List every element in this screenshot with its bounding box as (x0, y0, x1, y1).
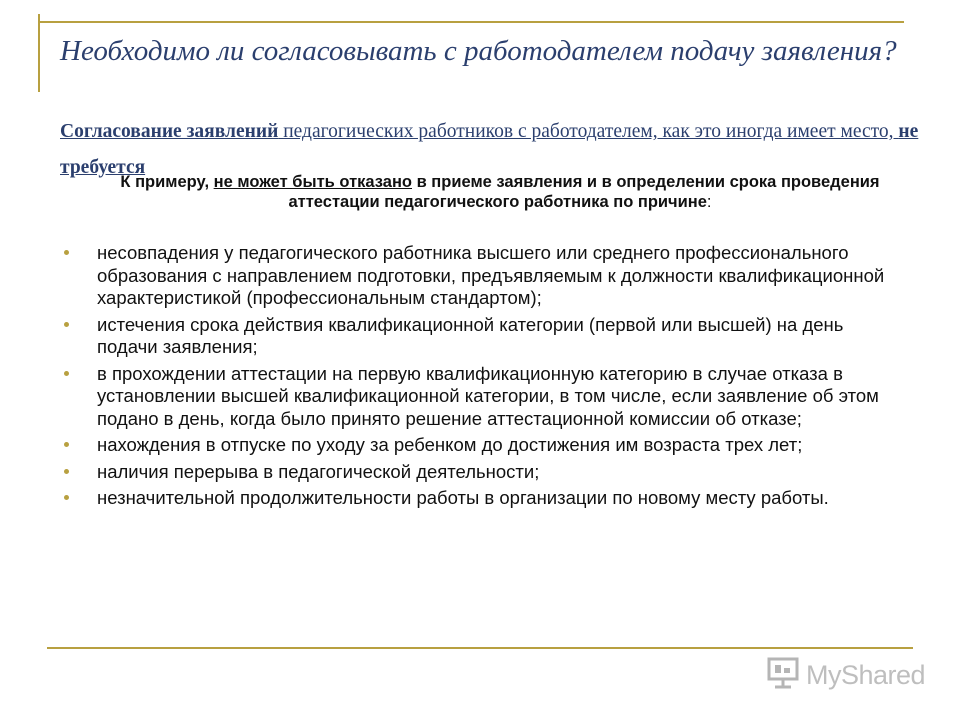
list-item-text: несовпадения у педагогического работника высшего или среднего профессионального образования с направлением подготовки, предъявляемым к должности квалификационной характеристикой (профессиональным стандартом); (97, 242, 885, 308)
subtitle-bold-part: Согласование заявлений (60, 121, 279, 142)
intro-suffix: в приеме заявления и в определении срока проведения аттестации педагогического работника по причине (288, 173, 880, 211)
slide-title: Необходимо ли согласовывать с работодателем подачу заявления? (60, 35, 897, 67)
watermark (766, 655, 925, 695)
list-item-text: нахождения в отпуске по уходу за ребенком до достижения им возраста трех лет; (97, 434, 803, 455)
list-item-text: незначительной продолжительности работы в организации по новому месту работы. (97, 487, 829, 508)
presentation-board-icon (766, 656, 800, 695)
list-item (64, 314, 904, 359)
left-rule (38, 14, 40, 92)
reasons-list (64, 242, 904, 514)
list-item (64, 363, 904, 431)
bullet-icon (64, 250, 69, 255)
top-rule (38, 21, 904, 23)
subtitle-middle-part: педагогических работников с работодателем, как это иногда имеет место, (278, 121, 899, 142)
bullet-icon (64, 442, 69, 447)
list-item-text: истечения срока действия квалификационной категории (первой или высшей) на день подачи заявления; (97, 313, 844, 357)
list-item-text: в прохождении аттестации на первую квалификационную категорию в случае отказа в установлении высшей квалификационной категории, в том числе, если заявление об этом подано в день, когда было принято решение аттестационной комиссии об отказе; (97, 362, 879, 429)
intro-colon: : (706, 193, 712, 211)
list-item-text: наличия перерыва в педагогической деятельности; (97, 460, 540, 482)
list-item (64, 434, 904, 457)
subtitle-emphasis-part: не требуется (60, 121, 919, 178)
intro-underlined: не может быть отказано (213, 173, 412, 191)
list-item (64, 461, 904, 484)
list-item (64, 242, 904, 310)
bullet-icon (64, 371, 69, 376)
bullet-icon (64, 322, 69, 327)
bottom-rule (47, 647, 913, 649)
bullet-icon (64, 495, 69, 500)
watermark-text: MyShared (806, 659, 926, 690)
bullet-icon (64, 469, 69, 474)
list-item (64, 487, 904, 510)
intro-paragraph (110, 172, 890, 212)
intro-prefix: К примеру, (120, 173, 214, 191)
